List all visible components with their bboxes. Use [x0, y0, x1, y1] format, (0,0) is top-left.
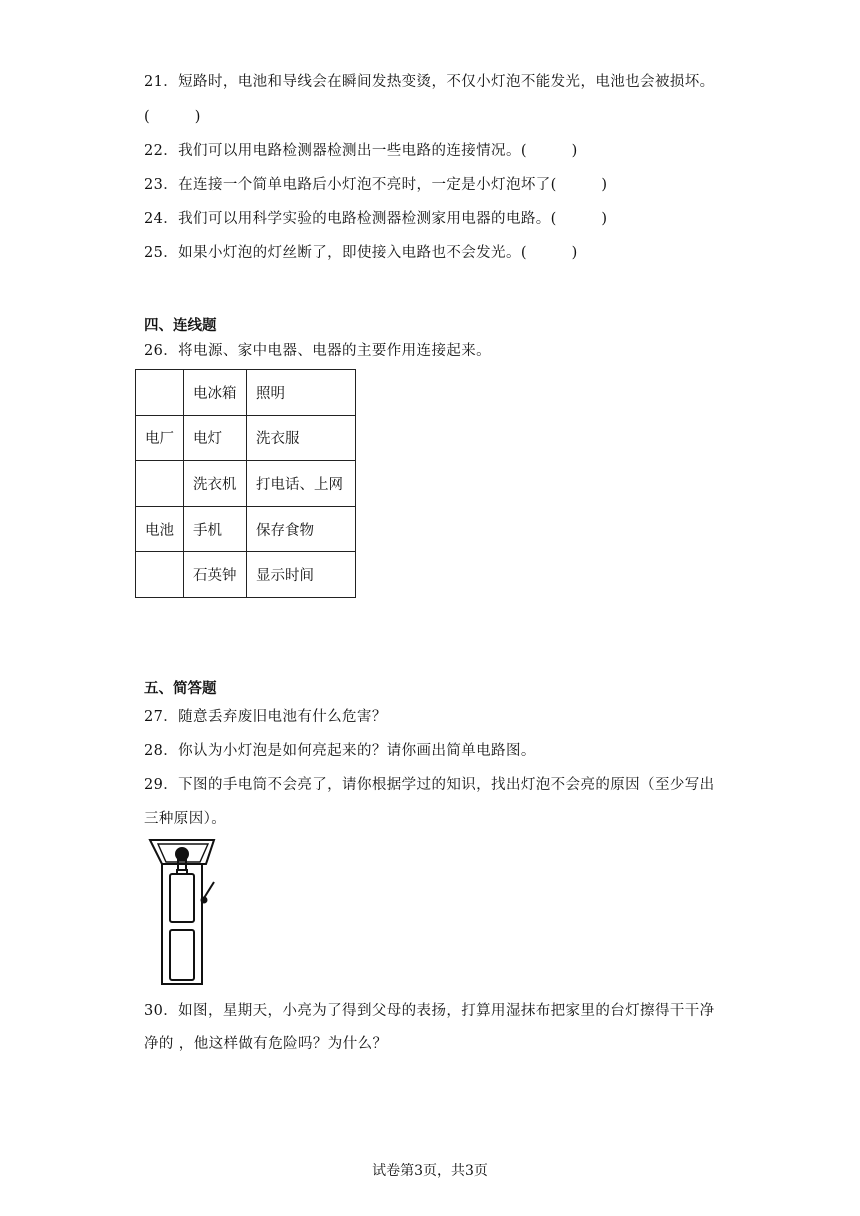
table-row — [136, 461, 356, 507]
q23: 23．在连接一个简单电路后小灯泡不亮时，一定是小灯泡坏了( ) — [144, 177, 608, 193]
q30-line1: 30．如图，星期天，小亮为了得到父母的表扬，打算用湿抹布把家里的台灯擦得干干净 — [144, 1003, 715, 1019]
function-cell: 洗衣服 — [247, 415, 356, 461]
table-row — [136, 552, 356, 598]
table-row — [136, 370, 356, 416]
q27: 27．随意丢弃废旧电池有什么危害？ — [144, 709, 387, 725]
power-source-cell: 电池 — [136, 506, 184, 552]
function-cell: 打电话、上网 — [247, 461, 356, 507]
appliance-cell: 洗衣机 — [184, 461, 247, 507]
q29-line2: 三种原因）。 — [144, 811, 227, 827]
q22: 22．我们可以用电路检测器检测出一些电路的连接情况。( ) — [144, 143, 578, 159]
flashlight-diagram-icon — [148, 834, 218, 990]
function-cell: 保存食物 — [247, 506, 356, 552]
table-row — [136, 415, 356, 461]
section-5-title: 五、简答题 — [144, 680, 217, 697]
matching-table — [135, 369, 356, 598]
table-row — [136, 506, 356, 552]
q21-line1: 21．短路时，电池和导线会在瞬间发热变烫，不仅小灯泡不能发光，电池也会被损坏。 — [144, 74, 715, 90]
q29-line1: 29．下图的手电筒不会亮了，请你根据学过的知识，找出灯泡不会亮的原因（至少写出 — [144, 777, 715, 793]
page-footer: 试卷第3页，共3页 — [372, 1163, 488, 1179]
section-4-title: 四、连线题 — [144, 317, 217, 334]
q30-line2: 净的 ，他这样做有危险吗？为什么？ — [144, 1036, 388, 1052]
appliance-cell: 手机 — [184, 506, 247, 552]
q28: 28．你认为小灯泡是如何亮起来的？请你画出简单电路图。 — [144, 743, 536, 759]
power-source-cell: 电厂 — [136, 415, 184, 461]
appliance-cell: 石英钟 — [184, 552, 247, 598]
function-cell: 照明 — [247, 370, 356, 416]
q26: 26．将电源、家中电器、电器的主要作用连接起来。 — [144, 343, 492, 359]
q24: 24．我们可以用科学实验的电路检测器检测家用电器的电路。( ) — [144, 211, 608, 227]
appliance-cell: 电冰箱 — [184, 370, 247, 416]
power-source-cell — [136, 461, 184, 507]
q21-answer-blank: ( ) — [144, 109, 201, 125]
power-source-cell — [136, 552, 184, 598]
function-cell: 显示时间 — [247, 552, 356, 598]
appliance-cell: 电灯 — [184, 415, 247, 461]
q25: 25．如果小灯泡的灯丝断了，即使接入电路也不会发光。( ) — [144, 245, 578, 261]
power-source-cell — [136, 370, 184, 416]
